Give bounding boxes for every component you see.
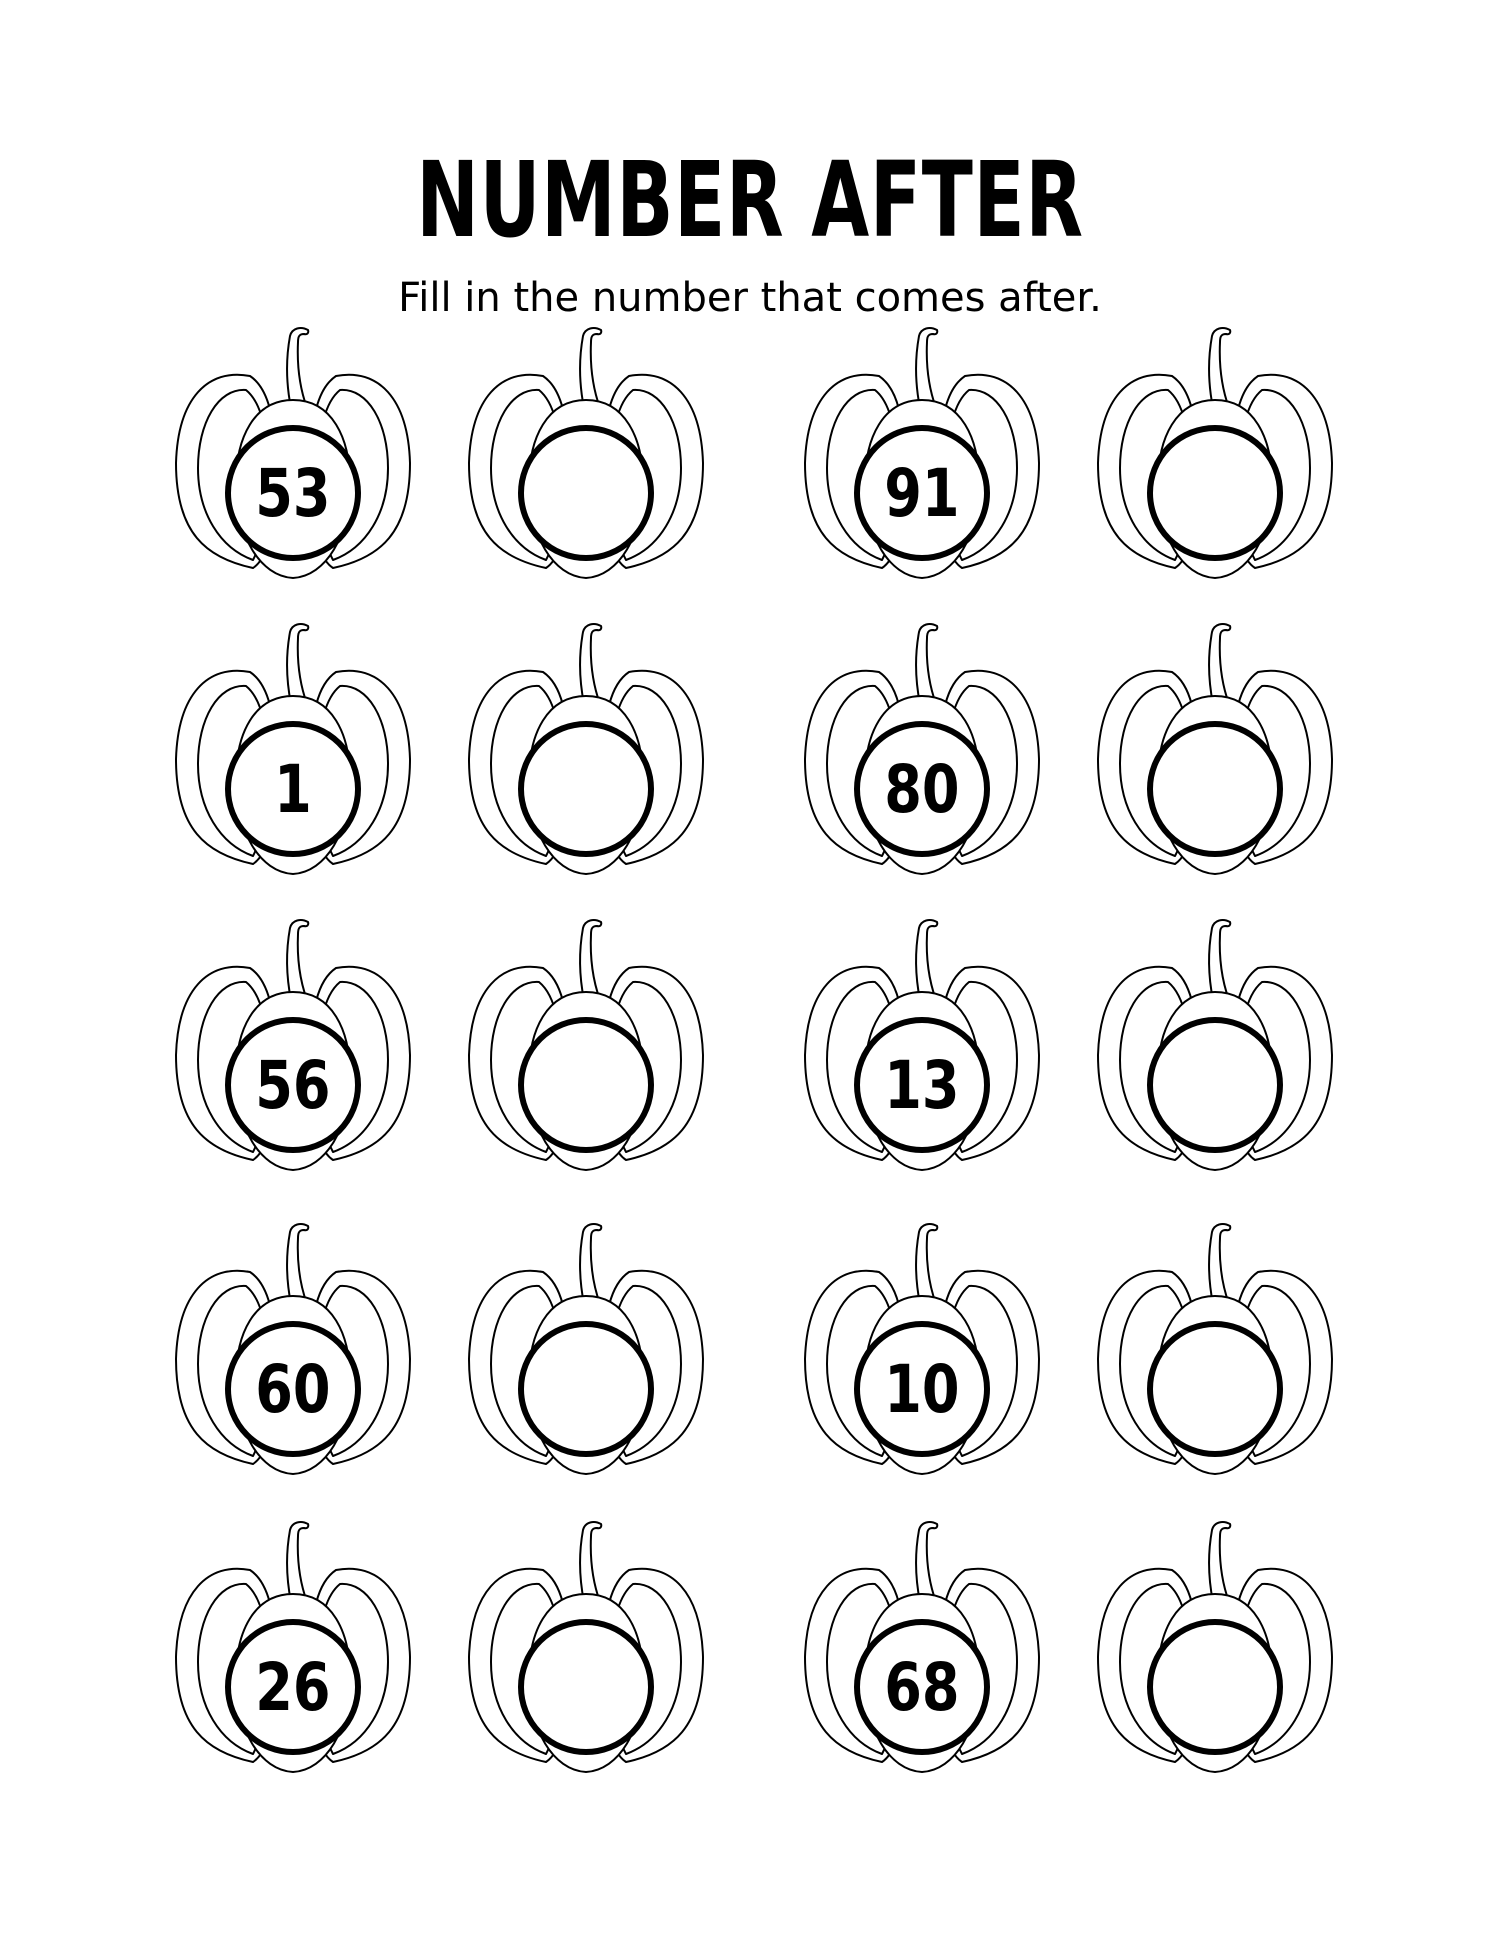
pumpkin-answer-card — [1080, 624, 1350, 894]
given-number-circle — [225, 1321, 361, 1457]
given-number: 10 — [884, 1351, 960, 1428]
given-number-circle — [225, 1017, 361, 1153]
answer-blank[interactable] — [1147, 425, 1283, 561]
answer-blank[interactable] — [1147, 1619, 1283, 1755]
pumpkin-given-card — [158, 1522, 428, 1792]
pumpkin-given-card — [787, 920, 1057, 1190]
pumpkin-given-card — [787, 624, 1057, 894]
pumpkin-answer-card — [451, 328, 721, 598]
given-number: 26 — [255, 1649, 331, 1726]
answer-blank[interactable] — [518, 1619, 654, 1755]
answer-blank[interactable] — [1147, 721, 1283, 857]
given-number-circle — [854, 1321, 990, 1457]
given-number-circle — [854, 721, 990, 857]
given-number: 1 — [274, 751, 312, 828]
pumpkin-answer-card — [1080, 1224, 1350, 1494]
pumpkin-given-card — [787, 1224, 1057, 1494]
answer-blank[interactable] — [518, 425, 654, 561]
pumpkin-given-card — [158, 1224, 428, 1494]
given-number: 91 — [884, 455, 960, 532]
pumpkin-answer-card — [451, 920, 721, 1190]
answer-blank[interactable] — [518, 1321, 654, 1457]
given-number-circle — [225, 1619, 361, 1755]
given-number: 80 — [884, 751, 960, 828]
pumpkin-answer-card — [451, 624, 721, 894]
instructions-text: Fill in the number that comes after. — [398, 275, 1102, 321]
pumpkin-answer-card — [1080, 920, 1350, 1190]
answer-blank[interactable] — [1147, 1321, 1283, 1457]
given-number-circle — [854, 1619, 990, 1755]
given-number: 56 — [255, 1047, 331, 1124]
given-number-circle — [854, 1017, 990, 1153]
answer-blank[interactable] — [518, 1017, 654, 1153]
pumpkin-given-card — [158, 920, 428, 1190]
pumpkin-answer-card — [451, 1224, 721, 1494]
pumpkin-answer-card — [1080, 1522, 1350, 1792]
given-number: 53 — [255, 455, 331, 532]
given-number: 60 — [255, 1351, 331, 1428]
pumpkin-answer-card — [451, 1522, 721, 1792]
given-number-circle — [854, 425, 990, 561]
given-number: 13 — [884, 1047, 960, 1124]
given-number: 68 — [884, 1649, 960, 1726]
given-number-circle — [225, 425, 361, 561]
answer-blank[interactable] — [518, 721, 654, 857]
pumpkin-given-card — [787, 1522, 1057, 1792]
given-number-circle — [225, 721, 361, 857]
page-title: NUMBER AFTER — [416, 139, 1084, 261]
answer-blank[interactable] — [1147, 1017, 1283, 1153]
pumpkin-answer-card — [1080, 328, 1350, 598]
pumpkin-given-card — [787, 328, 1057, 598]
pumpkin-given-card — [158, 624, 428, 894]
pumpkin-given-card — [158, 328, 428, 598]
